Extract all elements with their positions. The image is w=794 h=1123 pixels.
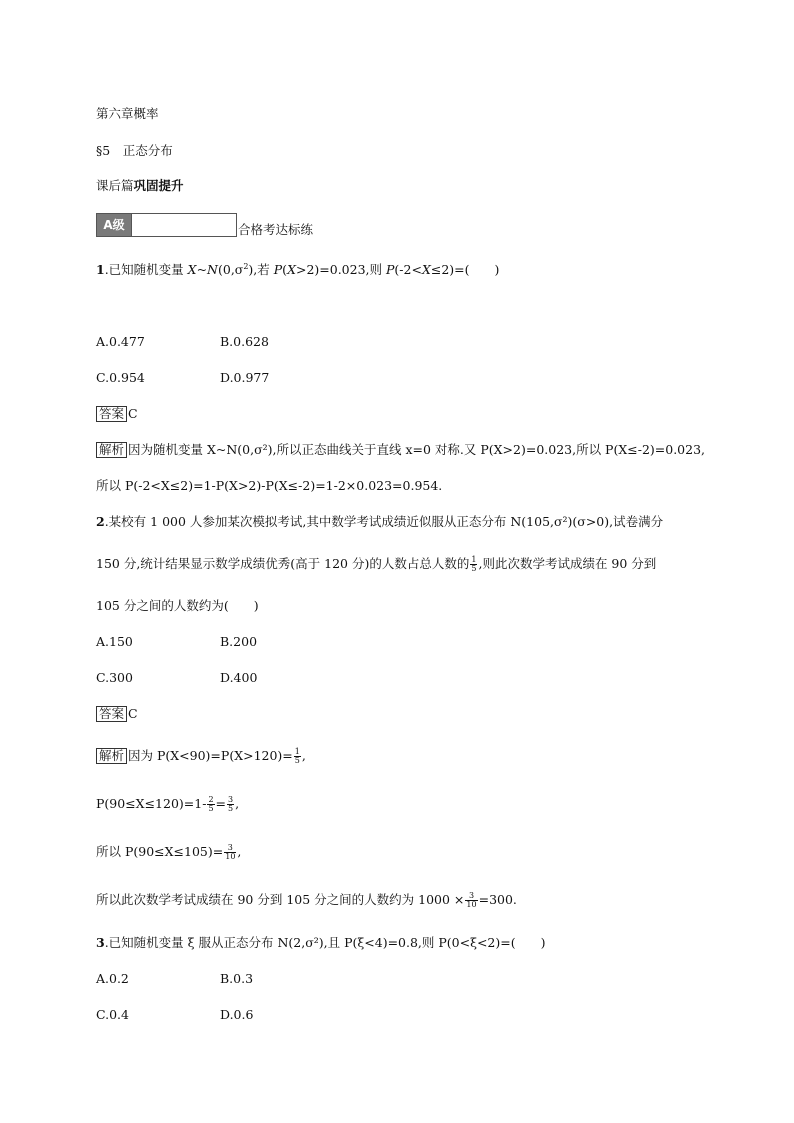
analysis-text: 所以此次数学考试成绩在 90 分到 105 分之间的人数约为 1000 × — [96, 892, 465, 907]
question-3 — [96, 935, 546, 951]
fraction-numerator: 1 — [294, 747, 300, 756]
q2-option-a: A.150 — [96, 634, 133, 649]
analysis-text: =300. — [478, 892, 517, 907]
fraction-numerator: 3 — [465, 892, 477, 901]
answer-label: 答案 — [96, 406, 127, 422]
q1-option-a: A.0.477 — [96, 334, 145, 349]
analysis-label: 解析 — [96, 748, 127, 764]
q1-option-c: C.0.954 — [96, 370, 145, 385]
q3-option-b: B.0.3 — [220, 971, 254, 986]
analysis-text: 因为 P(X<90)=P(X>120)= — [128, 748, 293, 763]
q1-var: P — [385, 262, 395, 277]
q1-text: (0,σ — [217, 262, 244, 277]
q1-option-b: B.0.628 — [220, 334, 269, 349]
analysis-text: 因为随机变量 X~N(0,σ²),所以正态曲线关于直线 x=0 对称.又 P(X>2)=0.023,所以 P(X≤-2)=0.023, — [128, 442, 706, 457]
fraction — [224, 844, 236, 861]
q2-analysis-line2 — [96, 796, 239, 813]
fraction-numerator: 2 — [208, 795, 214, 804]
q2-option-d: D.400 — [220, 670, 258, 685]
q2-analysis-line3 — [96, 844, 241, 861]
q3-options-row1 — [96, 971, 254, 987]
question-1 — [96, 262, 499, 278]
question-2-line3: 105 分之间的人数约为( ) — [96, 598, 259, 613]
section-title: §5 正态分布 — [96, 143, 173, 158]
analysis-text: , — [237, 844, 242, 859]
q1-option-d: D.0.977 — [220, 370, 270, 385]
q1-analysis-line2: 所以 P(-2<X≤2)=1-P(X>2)-P(X≤-2)=1-2×0.023=0.954. — [96, 478, 443, 493]
chapter-title: 第六章概率 — [96, 106, 159, 121]
q3-option-d: D.0.6 — [220, 1007, 254, 1022]
q1-var: X — [187, 262, 197, 277]
q2-options-row1 — [96, 634, 258, 650]
fraction-numerator: 1 — [471, 555, 477, 564]
q1-text: ~ — [196, 262, 208, 277]
analysis-text: = — [215, 796, 227, 811]
question-2-line2 — [96, 556, 656, 573]
fraction-denominator: 5 — [208, 804, 214, 813]
q1-text: ),若 — [248, 262, 274, 277]
answer-label: 答案 — [96, 706, 127, 722]
analysis-text: , — [301, 748, 306, 763]
course-heading — [96, 178, 184, 194]
fraction-numerator: 3 — [224, 844, 236, 853]
level-blank-box — [131, 213, 237, 237]
q1-var: X — [287, 262, 296, 277]
question-number: 1 — [96, 262, 105, 277]
analysis-text: P(90≤X≤120)=1- — [96, 796, 207, 811]
fraction-denominator: 5 — [228, 804, 234, 813]
fraction-denominator: 5 — [294, 756, 300, 765]
q1-var: N — [207, 262, 218, 277]
question-number: 3 — [96, 935, 105, 950]
course-prefix: 课后篇 — [96, 178, 134, 193]
q1-options-row1 — [96, 334, 269, 350]
q2-option-b: B.200 — [220, 634, 258, 649]
answer-value: C — [128, 406, 138, 421]
analysis-text: 所以 P(90≤X≤105)= — [96, 844, 224, 859]
q1-text: .已知随机变量 — [104, 262, 188, 277]
q2-analysis-line1 — [96, 748, 306, 765]
q1-analysis-line1 — [96, 442, 705, 458]
q2-option-c: C.300 — [96, 670, 133, 685]
question-number: 2 — [96, 514, 105, 529]
fraction — [207, 796, 214, 813]
q3-options-row2 — [96, 1007, 254, 1023]
fraction-denominator: 10 — [225, 852, 236, 861]
analysis-text: , — [235, 796, 240, 811]
q2-text: ,则此次数学考试成绩在 90 分到 — [478, 556, 657, 571]
q1-options-row2 — [96, 370, 270, 386]
q3-option-a: A.0.2 — [96, 971, 129, 986]
fraction — [470, 556, 477, 573]
q1-var: X — [421, 262, 431, 277]
q1-text: ( — [282, 262, 288, 277]
q1-sup: 2 — [243, 261, 249, 271]
level-banner — [96, 213, 313, 237]
q1-text: (-2< — [394, 262, 422, 277]
q2-options-row2 — [96, 670, 258, 686]
q3-text: .已知随机变量 ξ 服从正态分布 N(2,σ²),且 P(ξ<4)=0.8,则 P(0<ξ<2)=( ) — [104, 935, 546, 950]
q2-text: 150 分,统计结果显示数学成绩优秀(高于 120 分)的人数占总人数的 — [96, 556, 470, 571]
fraction — [227, 796, 234, 813]
fraction-numerator: 3 — [228, 795, 234, 804]
level-label: 合格考达标练 — [238, 222, 314, 237]
course-bold: 巩固提升 — [133, 178, 184, 193]
q3-option-c: C.0.4 — [96, 1007, 129, 1022]
answer-value: C — [128, 706, 138, 721]
q1-answer — [96, 406, 138, 422]
q1-var: P — [273, 262, 283, 277]
q2-text: .某校有 1 000 人参加某次模拟考试,其中数学考试成绩近似服从正态分布 N(105,σ²)(σ>0),试卷满分 — [104, 514, 664, 529]
q1-text: >2)=0.023,则 — [295, 262, 386, 277]
level-badge: A级 — [96, 213, 132, 237]
fraction-denominator: 10 — [466, 900, 477, 909]
fraction-denominator: 5 — [471, 564, 477, 573]
analysis-label: 解析 — [96, 442, 127, 458]
q2-analysis-line4 — [96, 892, 517, 909]
fraction — [465, 892, 477, 909]
question-2-line1 — [96, 514, 663, 530]
q1-text: ≤2)=( ) — [430, 262, 500, 277]
q2-answer — [96, 706, 138, 722]
fraction — [294, 748, 301, 765]
